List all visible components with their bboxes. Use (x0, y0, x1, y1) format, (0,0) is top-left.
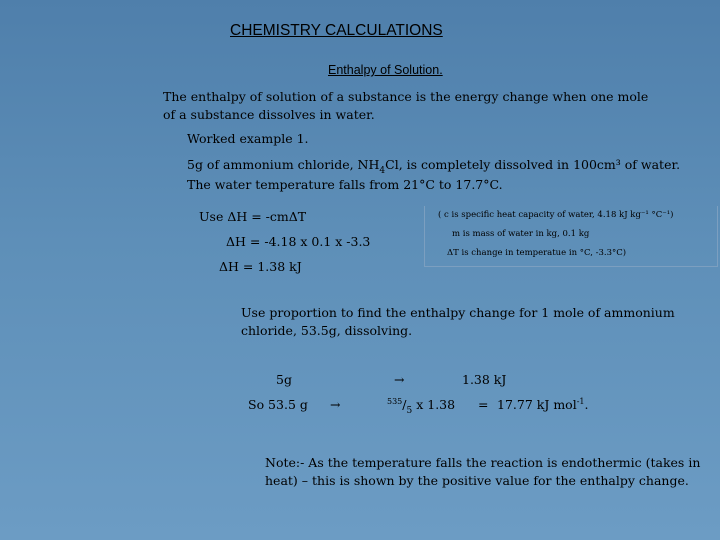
result-superscript: -1 (576, 397, 585, 406)
prop-row2-left: So 53.5 g (248, 397, 308, 412)
prop-row2-mult: x 1.38 (416, 397, 456, 412)
legend-dt: ΔT is change in temperatue in °C, -3.3°C) (447, 248, 627, 258)
prop-row2-equals: = (478, 397, 489, 412)
proportion-text: Use proportion to find the enthalpy change for 1 mole of ammonium chloride, 53.5g, dissolving. (241, 305, 675, 338)
intro-paragraph: The enthalpy of solution of a substance is the energy change when one mole of a substance dissolves in water. (163, 89, 649, 122)
example-text-post: Cl, is completely dissolved in 100cm³ of water. The water temperature falls from 21°C to 17.7°C. (187, 157, 681, 192)
legend-m: m is mass of water in kg, 0.1 kg (452, 229, 590, 239)
formula-calc: ΔH = -4.18 x 0.1 x -3.3 (226, 234, 371, 249)
example-text-subscript: 4 (379, 166, 386, 176)
prop-row1-right: 1.38 kJ (462, 372, 507, 387)
legend-c: ( c is specific heat capacity of water, 4.18 kJ kg⁻¹ °C⁻¹) (438, 210, 674, 220)
formula-result: ΔH = 1.38 kJ (219, 259, 302, 274)
page-subtitle: Enthalpy of Solution. (328, 63, 443, 77)
prop-row2-calc: $^{535}/_5$ x 1.38 (387, 397, 456, 416)
fraction-numerator: 535 (387, 397, 403, 406)
example-heading: Worked example 1. (187, 131, 309, 146)
result-period: . (584, 397, 589, 412)
fraction-denominator: 5 (406, 406, 413, 416)
page-title: CHEMISTRY CALCULATIONS (230, 22, 443, 39)
formula-use: Use ΔH = -cmΔT (199, 209, 307, 224)
arrow-icon: → (394, 372, 405, 387)
arrow-icon: → (330, 397, 341, 412)
prop-row2-result (497, 396, 588, 416)
note-paragraph: Note:- As the temperature falls the reaction is endothermic (takes in heat) – this is shown by the positive value for the enthalpy change. (265, 455, 701, 488)
result-value: 17.77 kJ mol (497, 397, 577, 412)
prop-row1-left: 5g (276, 372, 292, 387)
example-text-pre: 5g of ammonium chloride, NH (187, 157, 380, 172)
example-text (187, 156, 697, 194)
